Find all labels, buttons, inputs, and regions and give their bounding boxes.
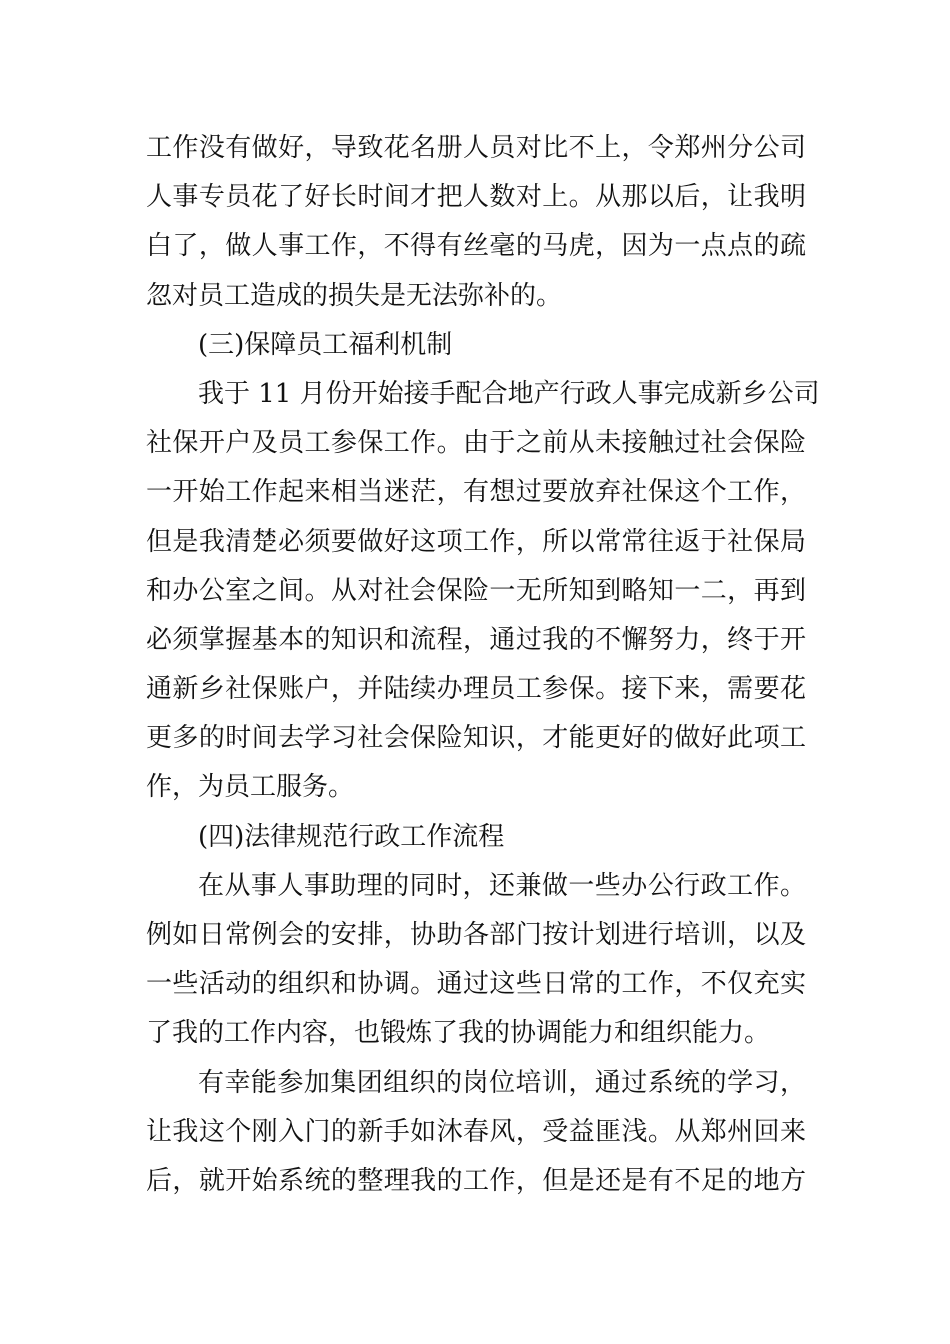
text-line: 一开始工作起来相当迷茫，有想过要放弃社保这个工作， <box>146 477 806 508</box>
text-line: 但是我清楚必须要做好这项工作，所以常常往返于社保局 <box>146 526 806 557</box>
text-line: 后，就开始系统的整理我的工作，但是还是有不足的地方 <box>146 1165 806 1196</box>
text-line: 必须掌握基本的知识和流程，通过我的不懈努力，终于开 <box>146 624 806 655</box>
text-line: 一些活动的组织和协调。通过这些日常的工作，不仅充实 <box>146 969 806 1000</box>
body-text <box>146 124 820 1206</box>
text-line: 我于 11 月份开始接手配合地产行政人事完成新乡公司 <box>198 378 820 409</box>
text-line: 在从事人事助理的同时，还兼做一些办公行政工作。 <box>198 870 806 901</box>
text-line: 人事专员花了好长时间才把人数对上。从那以后，让我明 <box>146 182 806 213</box>
text-line: 让我这个刚入门的新手如沐春风，受益匪浅。从郑州回来 <box>146 1116 806 1147</box>
text-line: 通新乡社保账户，并陆续办理员工参保。接下来，需要花 <box>146 674 806 705</box>
text-line: 例如日常例会的安排，协助各部门按计划进行培训，以及 <box>146 920 806 950</box>
text-line: 作，为员工服务。 <box>146 772 355 803</box>
text-line: 更多的时间去学习社会保险知识，才能更好的做好此项工 <box>146 723 806 754</box>
text-line: 白了，做人事工作，不得有丝毫的马虎，因为一点点的疏 <box>146 231 806 262</box>
text-line: 有幸能参加集团组织的岗位培训，通过系统的学习， <box>198 1067 806 1098</box>
text-line: (三)保障员工福利机制 <box>198 329 453 360</box>
text-line: 了我的工作内容，也锻炼了我的协调能力和组织能力。 <box>146 1018 771 1049</box>
text-line: 社保开户及员工参保工作。由于之前从未接触过社会保险 <box>146 428 806 459</box>
text-line: 和办公室之间。从对社会保险一无所知到略知一二，再到 <box>146 575 806 606</box>
text-line: (四)法律规范行政工作流程 <box>198 821 505 852</box>
text-line: 忽对员工造成的损失是无法弥补的。 <box>146 280 563 311</box>
text-line: 工作没有做好，导致花名册人员对比不上，令郑州分公司 <box>146 133 806 163</box>
